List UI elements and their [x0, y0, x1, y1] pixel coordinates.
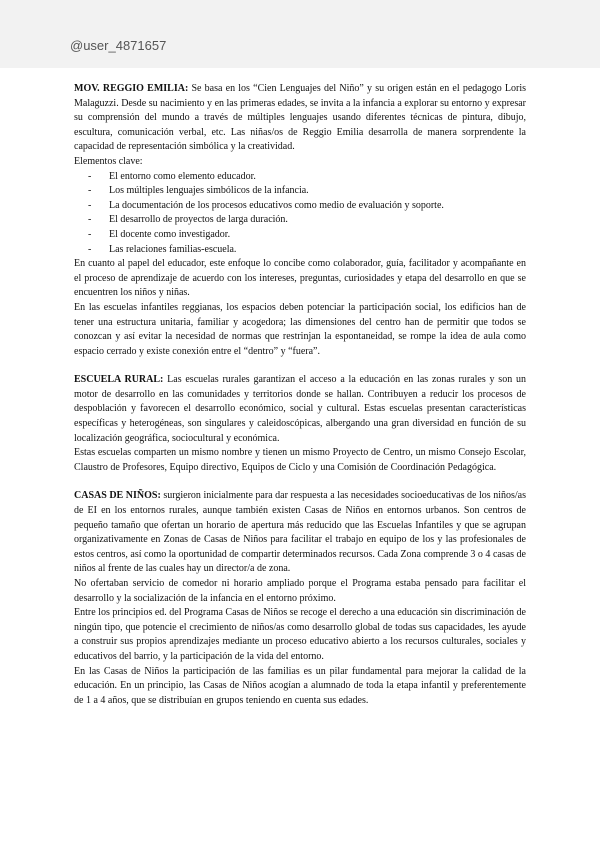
reggio-elements-list — [74, 170, 526, 258]
section-spacer — [74, 359, 526, 373]
casas-principles-paragraph: Entre los principios ed. del Programa Casas de Niños se recoge el derecho a una educación sin discriminación de ningún tipo, que potencie el crecimiento de niños/as como desarrollo global de todas sus capacidades, les ayude a construir sus propios aprendizajes mediante un proceso educativo abierto a los recursos culturales, sociales y educativos del barrio, y la participación de la vida del entorno. — [74, 607, 526, 662]
list-item: - El desarrollo de proyectos de larga duración. — [74, 213, 526, 228]
reggio-heading: MOV. REGGIO EMILIA: — [74, 83, 189, 94]
rural-shared-paragraph: Estas escuelas comparten un mismo nombre y tienen un mismo Proyecto de Centro, un mismo Consejo Escolar, Claustro de Profesores, Equipo directivo, Equipos de Ciclo y una Comisión de Coordinación Pedagógica. — [74, 447, 526, 473]
rural-intro-paragraph — [74, 373, 526, 446]
casas-intro-text: surgieron inicialmente para dar respuesta a las necesidades socioeducativas de los niños/as de EI en los entornos rurales, aunque también existen Casas de Niños en entornos urbanos. Son centros de pequeño tamaño que ofertan un horario de apertura más reducido que las Escuelas Infantiles y que se agrupan organizativamente en Zonas de Casas de Niños para facilitar el trabajo en equipo de los y las profesionales de estos centros, así como la oportunidad de compartir determinados recursos. Cada Zona comprende 3 o 4 casas de niños al frente de las cuales hay un director/a de zona. — [74, 490, 526, 575]
casas-heading: CASAS DE NIÑOS: — [74, 490, 161, 502]
list-item: - El docente como investigador. — [74, 228, 526, 243]
reggio-spaces-paragraph: En las escuelas infantiles reggianas, los espacios deben potenciar la participación social, los edificios han de tener una estructura unitaria, familiar y acogedora; las dimensiones del centro han de permitir que todos se conozcan y así evitar la necesidad de normas que restrinjan la espontaneidad, se rompe la idea de aula como espacio cerrado y existe conexión entre el “dentro” y “fuera”. — [74, 301, 526, 357]
casas-service-paragraph: No ofertaban servicio de comedor ni horario ampliado porque el Programa estaba pensado para facilitar el desarrollo y la socialización de la infancia en el entorno próximo. — [74, 578, 526, 604]
username-label: @user_4871657 — [70, 38, 167, 53]
reggio-educator-paragraph: En cuanto al papel del educador, este enfoque lo concibe como colaborador, guía, facilitador y acompañante en el proceso de aprendizaje de acuerdo con los intereses, preguntas, curiosidades y etapa del desarrollo en que se encuentren los niños y niñas. — [74, 258, 526, 299]
list-item: - La documentación de los procesos educativos como medio de evaluación y soporte. — [74, 199, 526, 214]
casas-families-paragraph: En las Casas de Niños la participación de las familias es un pilar fundamental para mejorar la calidad de la educación. En un principio, las Casas de Niños acogían a alumnado de toda la etapa infantil y preferentemente de 1 a 4 años, que se distribuían en grupos teniendo en cuenta sus edades. — [74, 665, 526, 706]
reggio-intro-text: Se basa en los “Cien Lenguajes del Niño” y su origen están en el pedagogo Loris Malaguzzi. Desde su nacimiento y en las primeras edades, se invita a la infancia a explorar su entorno y expresar su comprensión del mundo a través de múltiples lenguajes usando diferentes técnicas de pintura, dibujo, escultura, comunicación verbal, etc. Las niñas/os de Reggio Emilia desarrolla de manera sorprendente la capacidad de representación simbólica y la creatividad. — [74, 83, 526, 153]
page-header — [0, 0, 600, 68]
section-spacer — [74, 475, 526, 489]
document-body — [74, 82, 526, 708]
reggio-intro-paragraph — [74, 82, 526, 155]
list-item: - Las relaciones familias-escuela. — [74, 243, 526, 258]
reggio-elements-label: Elementos clave: — [74, 155, 143, 167]
rural-intro-text: Las escuelas rurales garantizan el acceso a la educación en las zonas rurales y son un motor de desarrollo en las comunidades y territorios donde se hallan. Contribuyen a reducir los procesos de despoblación y favorecen el desarrollo económico, social y cultural. Estas escuelas presentan características específicas y heterogéneas, son singulares y caleidoscópicas, albergando una gran diversidad en función de su localización geográfica, sociocultural y económica. — [74, 374, 526, 444]
list-item: - Los múltiples lenguajes simbólicos de la infancia. — [74, 184, 526, 199]
list-item: - El entorno como elemento educador. — [74, 170, 526, 185]
casas-intro-paragraph — [74, 489, 526, 577]
rural-heading: ESCUELA RURAL: — [74, 374, 164, 386]
